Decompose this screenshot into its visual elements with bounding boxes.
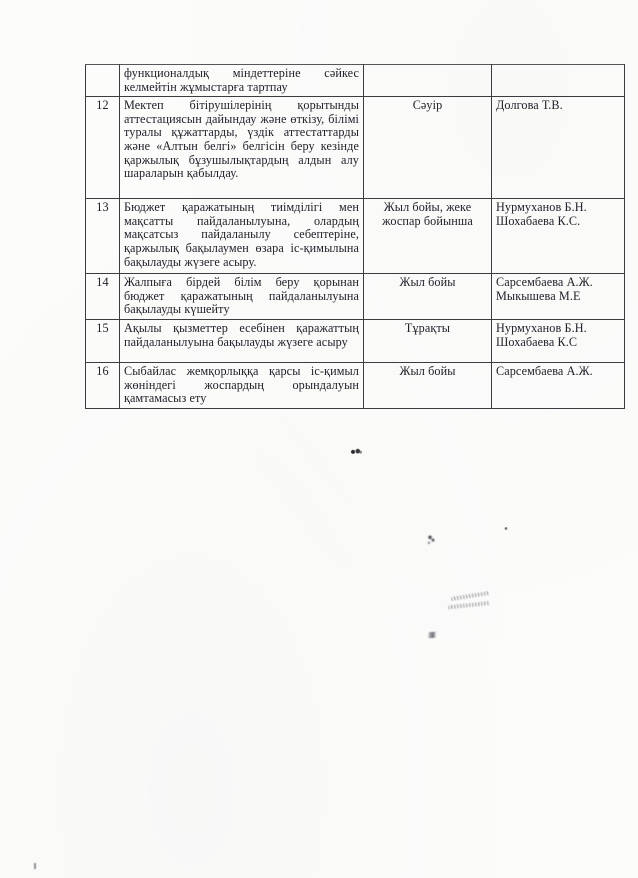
row-number-cell: 16 bbox=[86, 362, 120, 408]
responsible-cell bbox=[492, 274, 625, 320]
row-number-cell: 14 bbox=[86, 274, 120, 320]
timeframe-cell bbox=[364, 65, 492, 97]
task-text-cell: Бюджет қаражатының тиімділігі мен мақсатты пайдаланылуына, олардың мақсатсыз пайдаланылу себептеріне, қаржылық бақылаумен өзара іс-қимылына бақылауды жүзеге асыру. bbox=[120, 199, 364, 274]
pencil-dot-mark bbox=[426, 534, 436, 545]
table-row bbox=[86, 274, 625, 320]
action-plan-table bbox=[85, 64, 625, 409]
table-row bbox=[86, 97, 625, 199]
responsible-cell bbox=[492, 319, 625, 362]
responsible-name: Сарсембаева А.Ж. bbox=[496, 363, 593, 378]
responsible-name: Сарсембаева А.Ж. bbox=[496, 275, 593, 290]
table-row bbox=[86, 199, 625, 274]
responsible-name: Шохабаева К.С. bbox=[496, 213, 581, 228]
responsible-cell bbox=[492, 65, 625, 97]
row-number-cell: 13 bbox=[86, 199, 120, 274]
responsible-name: Шохабаева К.С bbox=[496, 334, 578, 349]
table-row bbox=[86, 65, 625, 97]
responsible-name: Нурмуханов Б.Н. bbox=[496, 200, 587, 215]
responsible-name: Нурмуханов Б.Н. bbox=[496, 320, 587, 335]
action-plan-table-body bbox=[86, 65, 625, 409]
table-row bbox=[86, 319, 625, 362]
timeframe-cell: Жыл бойы bbox=[364, 274, 492, 320]
row-number-cell: 12 bbox=[86, 97, 120, 199]
responsible-cell bbox=[492, 199, 625, 274]
responsible-name: Мыкышева М.Е bbox=[496, 288, 581, 303]
timeframe-cell: Сәуір bbox=[364, 97, 492, 199]
timeframe-cell: Жыл бойы bbox=[364, 362, 492, 408]
task-text-cell: функционалдық міндеттеріне сәйкес келмейтін жұмыстарға тартпау bbox=[120, 65, 364, 97]
row-number-cell: 15 bbox=[86, 319, 120, 362]
pencil-scribble-mark bbox=[447, 587, 494, 616]
row-number-cell bbox=[86, 65, 120, 97]
tiny-dot-mark bbox=[504, 527, 508, 530]
timeframe-cell: Жыл бойы, жеке жоспар бойынша bbox=[364, 199, 492, 274]
task-text-cell: Ақылы қызметтер есебінен қаражаттың пайдаланылуына бақылауды жүзеге асыру bbox=[120, 319, 364, 362]
responsible-cell bbox=[492, 97, 625, 199]
ink-smudge-mark bbox=[350, 448, 362, 455]
table-row bbox=[86, 362, 625, 408]
responsible-cell bbox=[492, 362, 625, 408]
pencil-dash-mark bbox=[426, 632, 438, 639]
task-text-cell: Сыбайлас жемқорлыққа қарсы іс-қимыл жөніндегі жоспардың орындалуын қамтамасыз ету bbox=[120, 362, 364, 408]
task-text-cell: Мектеп бітірушілерінің қорытынды аттестациясын дайындау және өткізу, білімі туралы құжаттарды, үздік аттестаттарды және «Алтын белгі» белгісін беру кезінде қаржылық бұзушылықтардың алдын алу шараларын қабылдау. bbox=[120, 97, 364, 199]
task-text-cell: Жалпыға бірдей білім беру қорынан бюджет қаражатының пайдаланылуына бақылауды күшейту bbox=[120, 274, 364, 320]
bottom-speck-mark bbox=[34, 863, 36, 869]
timeframe-cell: Тұрақты bbox=[364, 319, 492, 362]
responsible-name: Долгова Т.В. bbox=[496, 98, 563, 113]
